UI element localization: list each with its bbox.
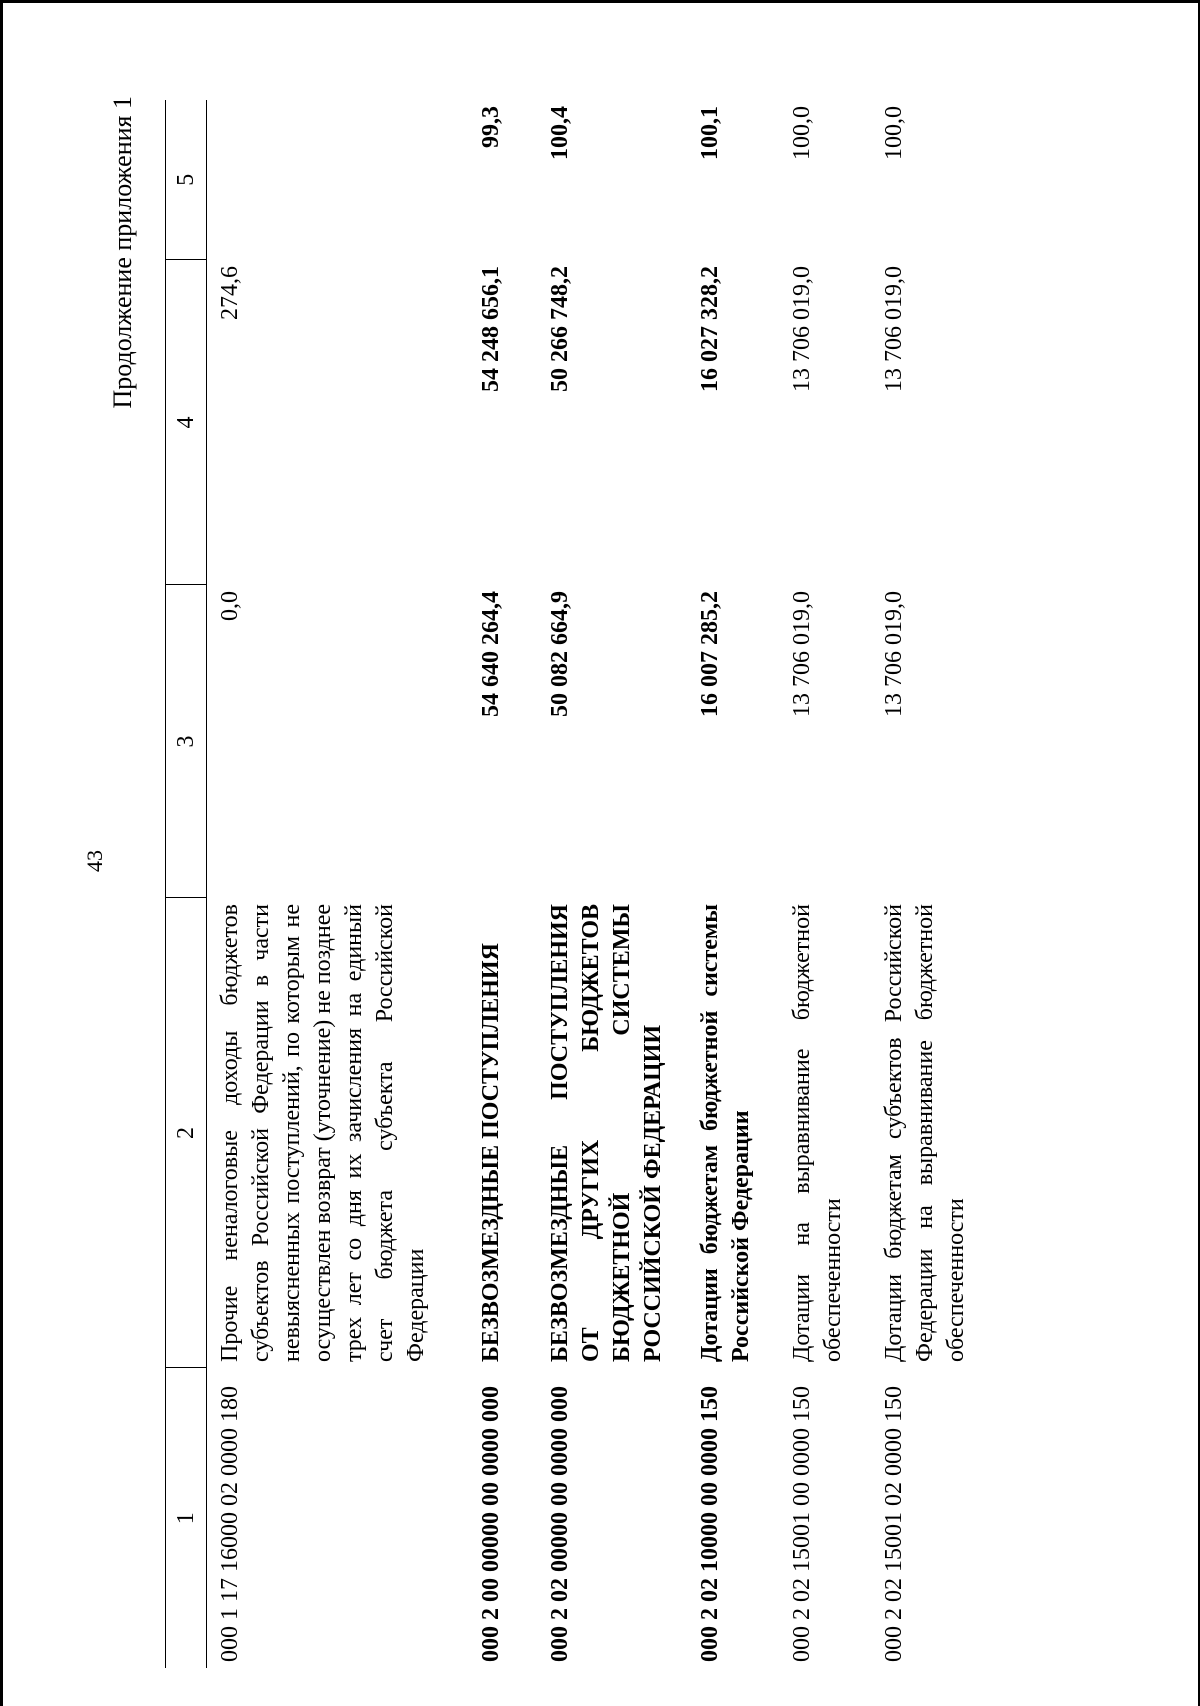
budget-code: 000 2 00 00000 00 0000 000 (478, 1386, 504, 1662)
actual-amount: 54 248 656,1 (478, 266, 504, 392)
actual-amount: 16 027 328,2 (697, 266, 723, 392)
table-row (871, 100, 990, 1668)
budget-code: 000 1 17 16000 02 0000 180 (217, 1386, 243, 1662)
revenue-name: БЕЗВОЗМЕЗДНЫЕ ПОСТУПЛЕНИЯ (478, 943, 504, 1362)
page-number: 43 (82, 850, 107, 872)
planned-amount: 13 706 019,0 (881, 591, 907, 717)
column-header-5: 5 (166, 100, 207, 260)
execution-percent (207, 100, 469, 260)
actual-amount: 13 706 019,0 (789, 266, 815, 392)
planned-amount: 50 082 664,9 (547, 591, 573, 717)
column-header-1: 1 (166, 1368, 207, 1668)
table-header-row (166, 100, 207, 1668)
execution-percent: 100,4 (547, 106, 573, 160)
actual-amount: 13 706 019,0 (881, 266, 907, 392)
execution-percent: 100,0 (881, 106, 907, 160)
table-row (779, 100, 871, 1668)
column-header-4: 4 (166, 260, 207, 585)
actual-amount: 274,6 (217, 266, 243, 320)
table-row (537, 100, 687, 1668)
execution-percent: 100,0 (789, 106, 815, 160)
revenue-name: БЕЗВОЗМЕЗДНЫЕ ПОСТУПЛЕНИЯ ОТ ДРУГИХ БЮДЖЕТОВ БЮДЖЕТНОЙ СИСТЕМЫ РОССИЙСКОЙ ФЕДЕРАЦИИ (547, 904, 666, 1362)
actual-amount: 50 266 748,2 (547, 266, 573, 392)
execution-percent: 99,3 (478, 106, 504, 148)
revenue-name: Дотации бюджетам бюджетной системы Российской Федерации (697, 904, 754, 1362)
planned-amount: 0,0 (217, 591, 243, 621)
planned-amount: 54 640 264,4 (478, 591, 504, 717)
planned-amount: 16 007 285,2 (697, 591, 723, 717)
budget-code: 000 2 02 15001 02 0000 150 (881, 1386, 907, 1662)
revenue-table (165, 100, 990, 1668)
column-header-3: 3 (166, 585, 207, 898)
revenue-name: Дотации бюджетам субъектов Российской Федерации на выравнивание бюджетной обеспеченности (881, 904, 969, 1362)
budget-code: 000 2 02 00000 00 0000 000 (547, 1386, 573, 1662)
revenue-name: Дотации на выравнивание бюджетной обеспеченности (789, 904, 846, 1362)
planned-amount: 13 706 019,0 (789, 591, 815, 717)
table-row (468, 100, 537, 1668)
continuation-label: Продолжение приложения 1 (108, 96, 137, 409)
revenue-name: Прочие неналоговые доходы бюджетов субъектов Российской Федерации в части невыясненных поступлений, по которым не осуществлен возврат (уточнение) не позднее трех лет со дня их зачисления на единый счет бюджета субъекта Российской Федерации (217, 904, 429, 1362)
execution-percent: 100,1 (697, 106, 723, 160)
budget-code: 000 2 02 15001 00 0000 150 (789, 1386, 815, 1662)
table-row (687, 100, 779, 1668)
table-row (207, 100, 469, 1668)
budget-code: 000 2 02 10000 00 0000 150 (697, 1386, 723, 1662)
column-header-2: 2 (166, 898, 207, 1368)
